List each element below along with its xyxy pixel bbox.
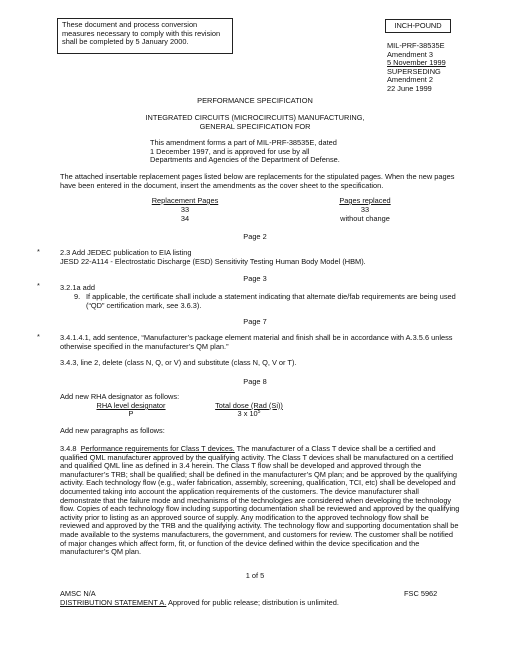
total-dose-value: 3 x $10^5$ <box>237 409 261 418</box>
page-7-para-1: 3.4.1.4.1, add sentence, “Manufacturer’s package element material and finish shall be in accordance with A.3.5.6 unless otherwise specified in the manufacturer’s QM plan.” <box>60 333 453 351</box>
rha-intro: Add new RHA designator as follows: <box>60 392 180 401</box>
inch-pound-label: INCH-POUND <box>394 21 442 30</box>
notice-box <box>57 18 233 54</box>
total-dose-header: Total dose (Rad (Si)) <box>215 401 283 410</box>
inch-pound-box <box>385 19 451 33</box>
title-line-2: GENERAL SPECIFICATION FOR <box>199 121 311 131</box>
distribution-text: Approved for public release; distribution is unlimited. <box>166 598 339 607</box>
dose-exponent: 5 <box>257 409 261 415</box>
doc-prev-date: 22 June 1999 <box>387 83 432 93</box>
page-number: 1 of 5 <box>245 571 265 580</box>
page-2-heading: Page 2 <box>243 232 267 241</box>
para-number: 3.4.8 <box>60 444 77 453</box>
rha-level-value: P <box>128 409 134 418</box>
para-heading: Performance requirements for Class T devices. <box>80 444 235 453</box>
table-cell: 33 <box>360 205 370 214</box>
distribution-label: DISTRIBUTION STATEMENT A. <box>60 598 167 607</box>
change-star: * <box>37 247 40 256</box>
replacement-table <box>140 197 440 227</box>
doc-date: 5 November 1999 <box>387 58 446 68</box>
page-7-para-2: 3.4.3, line 2, delete (class N, Q, or V) and substitute (class N, Q, V or T). <box>60 358 297 367</box>
notice-text: These document and process conversion measures necessary to comply with this revision shall be completed by 5 January 2000. <box>62 20 221 47</box>
page-2-change: 2.3 Add JEDEC publication to EIA listing JESD 22-A114 - Electrostatic Discharge (ESD) Sensitivity Testing Human Body Model (HBM). <box>60 248 366 266</box>
document-title <box>0 114 510 131</box>
table-cell: 33 <box>180 205 190 214</box>
page-7-heading: Page 7 <box>243 317 267 326</box>
doc-number: MIL-PRF-38535E <box>387 41 445 50</box>
paragraph-3-4-8 <box>60 445 460 557</box>
table-cell: without change <box>340 214 390 223</box>
page-3-item-number: 9. <box>74 292 81 301</box>
change-star: * <box>37 281 40 290</box>
spec-type: PERFORMANCE SPECIFICATION <box>197 96 313 105</box>
doc-prev-amendment: Amendment 2 <box>387 75 434 85</box>
doc-superseding: SUPERSEDING <box>387 66 441 76</box>
page-3-heading: Page 3 <box>243 274 267 283</box>
page-3-item-text: If applicable, the certificate shall include a statement indicating that alternate die/fab requirements are being used (“QD” certification mark, see 3.6.3). <box>86 292 456 310</box>
change-star: * <box>37 332 40 341</box>
new-paragraphs-intro: Add new paragraphs as follows: <box>60 426 165 435</box>
doc-id-block <box>387 42 467 94</box>
amsc-label: AMSC N/A <box>60 589 96 598</box>
doc-amendment: Amendment 3 <box>387 49 434 59</box>
title-line-1: INTEGRATED CIRCUITS (MICROCIRCUITS) MANUFACTURING, <box>145 113 365 122</box>
page-8-heading: Page 8 <box>243 377 267 386</box>
pages-replaced-header: Pages replaced <box>339 196 391 205</box>
page-3-change: 3.2.1a add <box>60 283 95 292</box>
approval-statement: This amendment forms a part of MIL-PRF-38535E, dated 1 December 1997, and is approved for use by all Departments and Agencies of the Department of Defense. <box>150 138 340 165</box>
fsc-label: FSC 5962 <box>404 589 438 598</box>
intro-paragraph: The attached insertable replacement pages listed below are replacements for the stipulated pages. When the new pages have been entered in the document, insert the amendments as the cover sheet to the specification. <box>60 172 455 190</box>
para-body: The manufacturer of a Class T device shall be a certified and qualified QML manufacturer approved by the qualifying activity. The Class T devices shall be manufactured on a certified and qualified QML line as defined in 3.4 herein. The Class T flow shall be developed and approved through the manufacturer’s TRB; shall be qualified; shall be defined in the manufacturer’s QM plan; and be approved by the qualifying activity. Each technology flow (e.g., wafer fabrication, assembly, screening, qualification, TCI, etc) shall be developed and documented taking into account the application requirements of the customers. The device manufacturer shall demonstrate that the failure mode and mechanisms of the technologies are considered when developing the technology flow. Copies of each technology flow including supporting documentation shall be reviewed and approved by the qualifying activity prior to listing as an approved source of supply. Any modification to the approved technology flow shall be reviewed and approved by the TRB and the qualifying activity. The technology flow and supporting documentation shall be made available to the systems manufacturers, the government, and customers for review. The customer shall be notified of major changes which affect form, fit, or function of the device defined within the device specification and the manufacturer’s QM plan. <box>60 444 460 557</box>
rha-level-header: RHA level designator <box>96 401 166 410</box>
distribution-statement <box>60 599 480 608</box>
table-cell: 34 <box>180 214 190 223</box>
replacement-pages-header: Replacement Pages <box>151 196 219 205</box>
